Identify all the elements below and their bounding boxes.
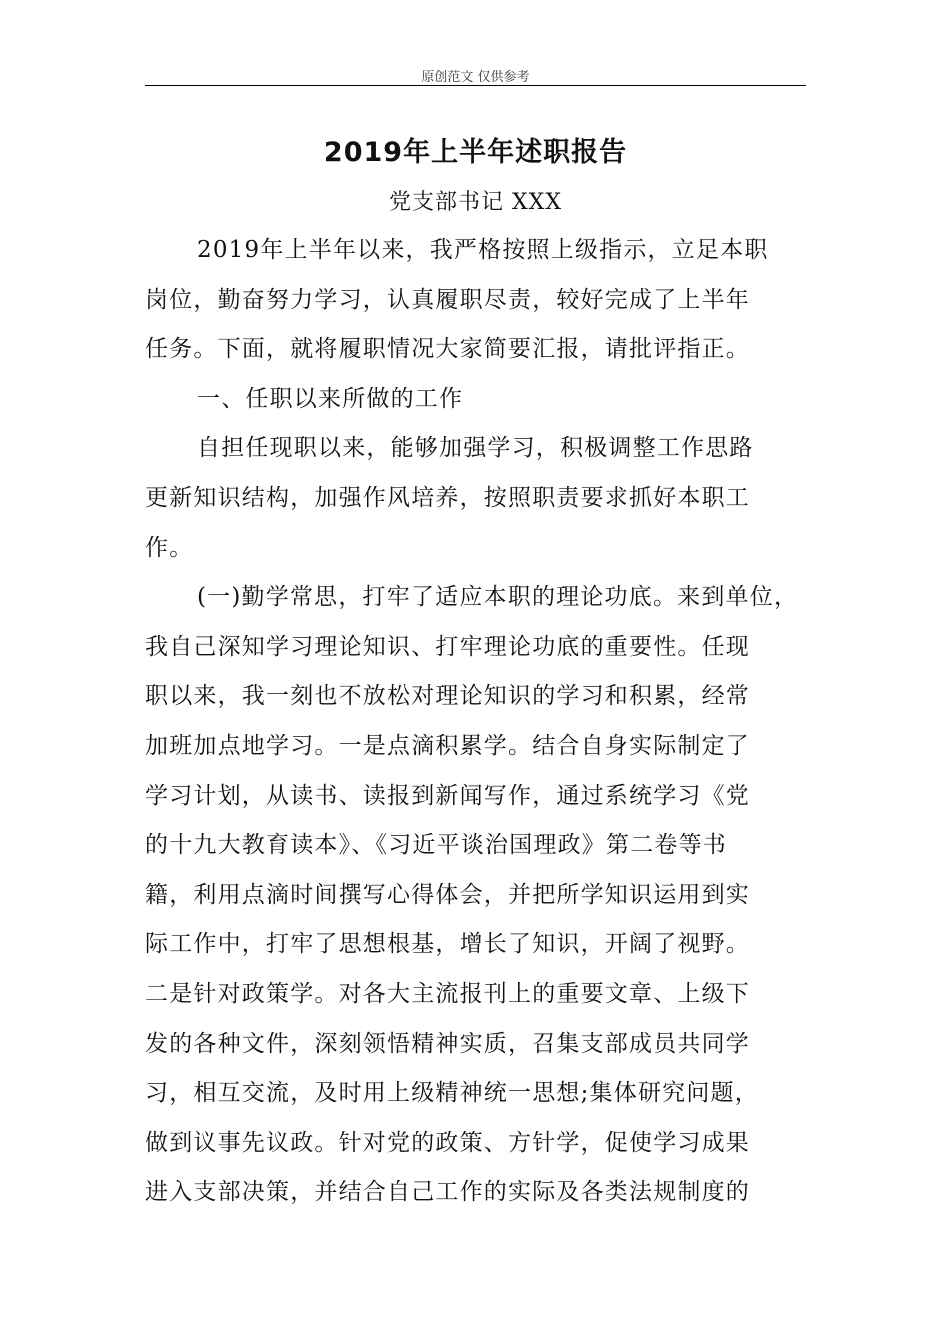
body-line: 发的各种文件，深刻领悟精神实质，召集支部成员共同学 [145,1030,750,1057]
body-line: 二是针对政策学。对各大主流报刊上的重要文章、上级下 [145,980,750,1007]
document-title: 2019年上半年述职报告 [323,137,628,168]
body-line: 籍，利用点滴时间撰写心得体会，并把所学知识运用到实 [145,881,750,908]
body-line: 2019年上半年以来，我严格按照上级指示，立足本职 [197,237,769,263]
body-line: 更新知识结构，加强作风培养，按照职责要求抓好本职工 [145,484,750,511]
body-line: 加班加点地学习。一是点滴积累学。结合自身实际制定了 [145,732,750,759]
body-line: 学习计划，从读书、读报到新闻写作，通过系统学习《党 [145,782,750,809]
body-line: 的十九大教育读本》、《习近平谈治国理政》第二卷等书 [145,832,727,859]
section-heading: 一、任职以来所做的工作 [197,385,464,412]
document-subtitle: 党支部书记 XXX [389,190,562,215]
body-line: 作。 [145,534,194,561]
body-line: 职以来，我一刻也不放松对理论知识的学习和积累，经常 [145,683,750,710]
body-line: 自担任现职以来，能够加强学习，积极调整工作思路 [197,435,754,462]
document-body [145,226,806,1218]
header-rule [145,85,806,86]
page-header: 原创范文 仅供参考 [421,70,530,85]
body-line: 际工作中，打牢了思想根基，增长了知识，开阔了视野。 [145,931,750,958]
body-line: 我自己深知学习理论知识、打牢理论功底的重要性。任现 [145,633,750,660]
body-line: (一)勤学常思，打牢了适应本职的理论功底。来到单位， [197,584,799,611]
body-line: 做到议事先议政。针对党的政策、方针学，促使学习成果 [145,1129,750,1156]
body-line: 岗位，勤奋努力学习，认真履职尽责，较好完成了上半年 [145,286,750,313]
body-line: 任务。下面，就将履职情况大家简要汇报，请批评指正。 [145,336,750,363]
body-line: 习，相互交流，及时用上级精神统一思想;集体研究问题， [145,1080,759,1107]
body-line: 进入支部决策，并结合自己工作的实际及各类法规制度的 [145,1179,750,1206]
